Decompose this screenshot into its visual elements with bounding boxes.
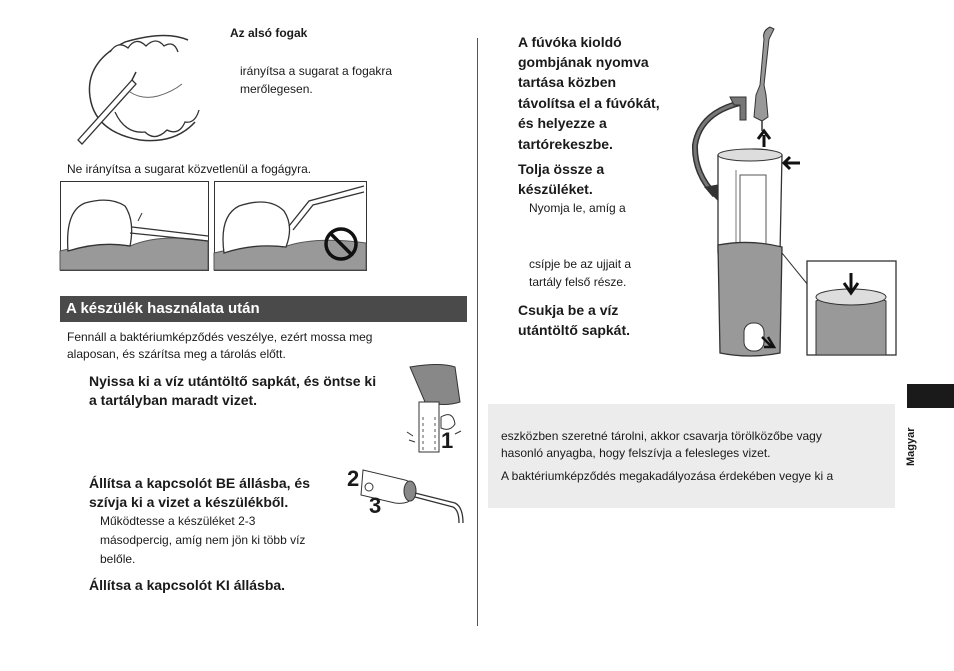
step4-text-6: tartórekeszbe.	[518, 136, 613, 152]
step2-text-2: szívja ki a vizet a készülékből.	[89, 494, 289, 510]
step5-text-2: készüléket.	[518, 181, 593, 197]
step1-text-2: a tartályban maradt vizet.	[89, 392, 258, 408]
section-title-bar: A készülék használata után	[60, 296, 467, 322]
step2-label-2: 2	[347, 466, 360, 491]
step1-text-1: Nyissa ki a víz utántöltő sapkát, és öntse ki	[89, 373, 377, 389]
language-tab	[907, 384, 954, 408]
language-label: Magyar	[905, 427, 917, 467]
step6-text-2: utántöltő sapkát.	[518, 322, 631, 338]
step5-text-1: Tolja össze a	[518, 161, 605, 177]
step2-label-3: 3	[369, 493, 382, 518]
step4-text-4: távolítsa el a fúvókát,	[518, 95, 660, 111]
step5-detail-b2: tartály felső része.	[529, 275, 627, 289]
step2-detail-1: Működtesse a készüléket 2-3	[100, 514, 256, 528]
lower-teeth-text-1: irányítsa a sugarat a fogakra	[240, 64, 393, 78]
lower-teeth-illustration	[70, 22, 230, 152]
step1-label: 1	[441, 428, 454, 453]
step6-text-1: Csukja be a víz	[518, 302, 619, 318]
open-cap-illustration	[405, 362, 467, 457]
intro-text-1: Fennáll a baktériumképződés veszélye, ezért mossa meg	[67, 330, 373, 344]
step2-detail-3: belőle.	[100, 552, 136, 566]
lower-teeth-title: Az alsó fogak	[230, 26, 308, 40]
note-line-2: hasonló anyagba, hogy felszívja a felesleges vizet.	[501, 446, 771, 460]
incorrect-gum-illustration	[60, 181, 209, 271]
switch-on-illustration	[345, 465, 467, 530]
step4-text-5: és helyezze a	[518, 115, 607, 131]
step4-text-3: tartása közben	[518, 74, 617, 90]
step3-text: Állítsa a kapcsolót KI állásba.	[89, 577, 286, 593]
note-line-3: A baktériumképződés megakadályozása érdekében vegye ki a	[501, 469, 834, 483]
step2-text-1: Állítsa a kapcsolót BE állásba, és	[89, 475, 310, 491]
step4-text-1: A fúvóka kioldó	[518, 34, 622, 50]
step2-detail-2: másodpercig, amíg nem jön ki több víz	[100, 533, 306, 547]
intro-text-2: alaposan, és szárítsa meg a tárolás előtt.	[67, 347, 286, 361]
step4-text-2: gombjának nyomva	[518, 54, 649, 70]
column-divider	[477, 38, 478, 626]
gum-warning-text: Ne irányítsa a sugarat közvetlenül a fogágyra.	[67, 162, 312, 176]
note-line-1: eszközben szeretné tárolni, akkor csavarja törölközőbe vagy	[501, 429, 822, 443]
step5-detail-a: Nyomja le, amíg a	[529, 201, 626, 215]
correct-gum-illustration	[214, 181, 367, 271]
device-assembly-illustration	[690, 25, 900, 360]
step5-detail-b1: csípje be az ujjait a	[529, 257, 632, 271]
lower-teeth-text-2: merőlegesen.	[240, 82, 313, 96]
